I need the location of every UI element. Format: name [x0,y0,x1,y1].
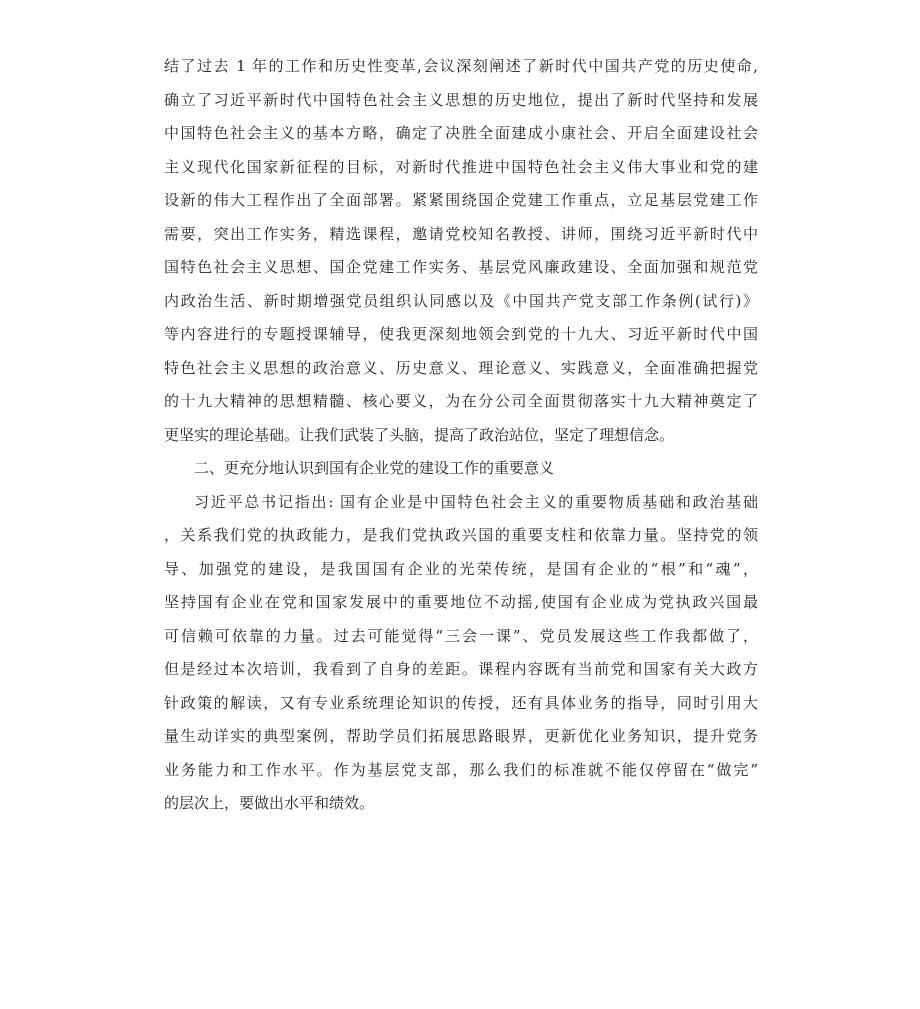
text-line: 针政策的解读，又有专业系统理论知识的传授，还有具体业务的指导，同时引用大 [164,693,758,712]
text-line: 可信赖可依靠的力量。过去可能觉得“三会一课”、党员发展这些工作我都做了， [164,626,758,645]
section-heading: 二、更充分地认识到国有企业党的建设工作的重要意义 [194,459,555,477]
text-line: 业务能力和工作水平。作为基层党支部，那么我们的标准就不能仅停留在“做完” [164,760,758,779]
text-line: 结了过去 1 年的工作和历史性变革,会议深刻阐述了新时代中国共产党的历史使命, [164,57,758,75]
text-line: 中国特色社会主义的基本方略，确定了决胜全面建成小康社会、开启全面建设社会 [164,124,758,142]
text-line: 更坚实的理论基础。让我们武装了头脑，提高了政治站位，坚定了理想信念。 [164,425,675,444]
text-line: 特色社会主义思想的政治意义、历史意义、理论意义、实践意义，全面准确把握党 [164,358,758,377]
text-line: 导、加强党的建设，是我国国有企业的光荣传统，是国有企业的“根”和“魂”， [164,559,758,578]
text-line: 内政治生活、新时期增强党员组织认同感以及《中国共产党支部工作条例(试行)》 [164,291,758,310]
text-line: 需要，突出工作实务，精选课程，邀请党校知名教授、讲师，围绕习近平新时代中 [164,224,758,243]
text-line: 的层次上，要做出水平和绩效。 [164,794,375,812]
text-line: 主义现代化国家新征程的目标，对新时代推进中国特色社会主义伟大事业和党的建 [164,157,758,176]
paragraph-1 [164,50,758,452]
document-page [164,50,758,821]
text-line: ，关系我们党的执政能力，是我们党执政兴国的重要支柱和依靠力量。坚持党的领 [164,526,758,544]
text-line: 国特色社会主义思想、国企党建工作实务、基层党风廉政建设、全面加强和规范党 [164,258,758,276]
text-line: 确立了习近平新时代中国特色社会主义思想的历史地位，提出了新时代坚持和发展 [164,90,758,109]
text-line: 量生动详实的典型案例，帮助学员们拓展思路眼界，更新优化业务知识，提升党务 [164,727,758,745]
text-line: 等内容进行的专题授课辅导，使我更深刻地领会到党的十九大、习近平新时代中国 [164,325,758,343]
text-line: 但是经过本次培训，我看到了自身的差距。课程内容既有当前党和国家有关大政方 [164,660,758,678]
text-line: 的十九大精神的思想精髓、核心要义，为在分公司全面贯彻落实十九大精神奠定了 [164,392,758,410]
text-line: 坚持国有企业在党和国家发展中的重要地位不动摇,使国有企业成为党执政兴国最 [164,593,758,611]
text-line: 设新的伟大工程作出了全面部署。紧紧围绕国企党建工作重点，立足基层党建工作 [164,191,758,209]
text-line: 习近平总书记指出: 国有企业是中国特色社会主义的重要物质基础和政治基础 [194,492,758,511]
paragraph-2 [164,486,758,821]
